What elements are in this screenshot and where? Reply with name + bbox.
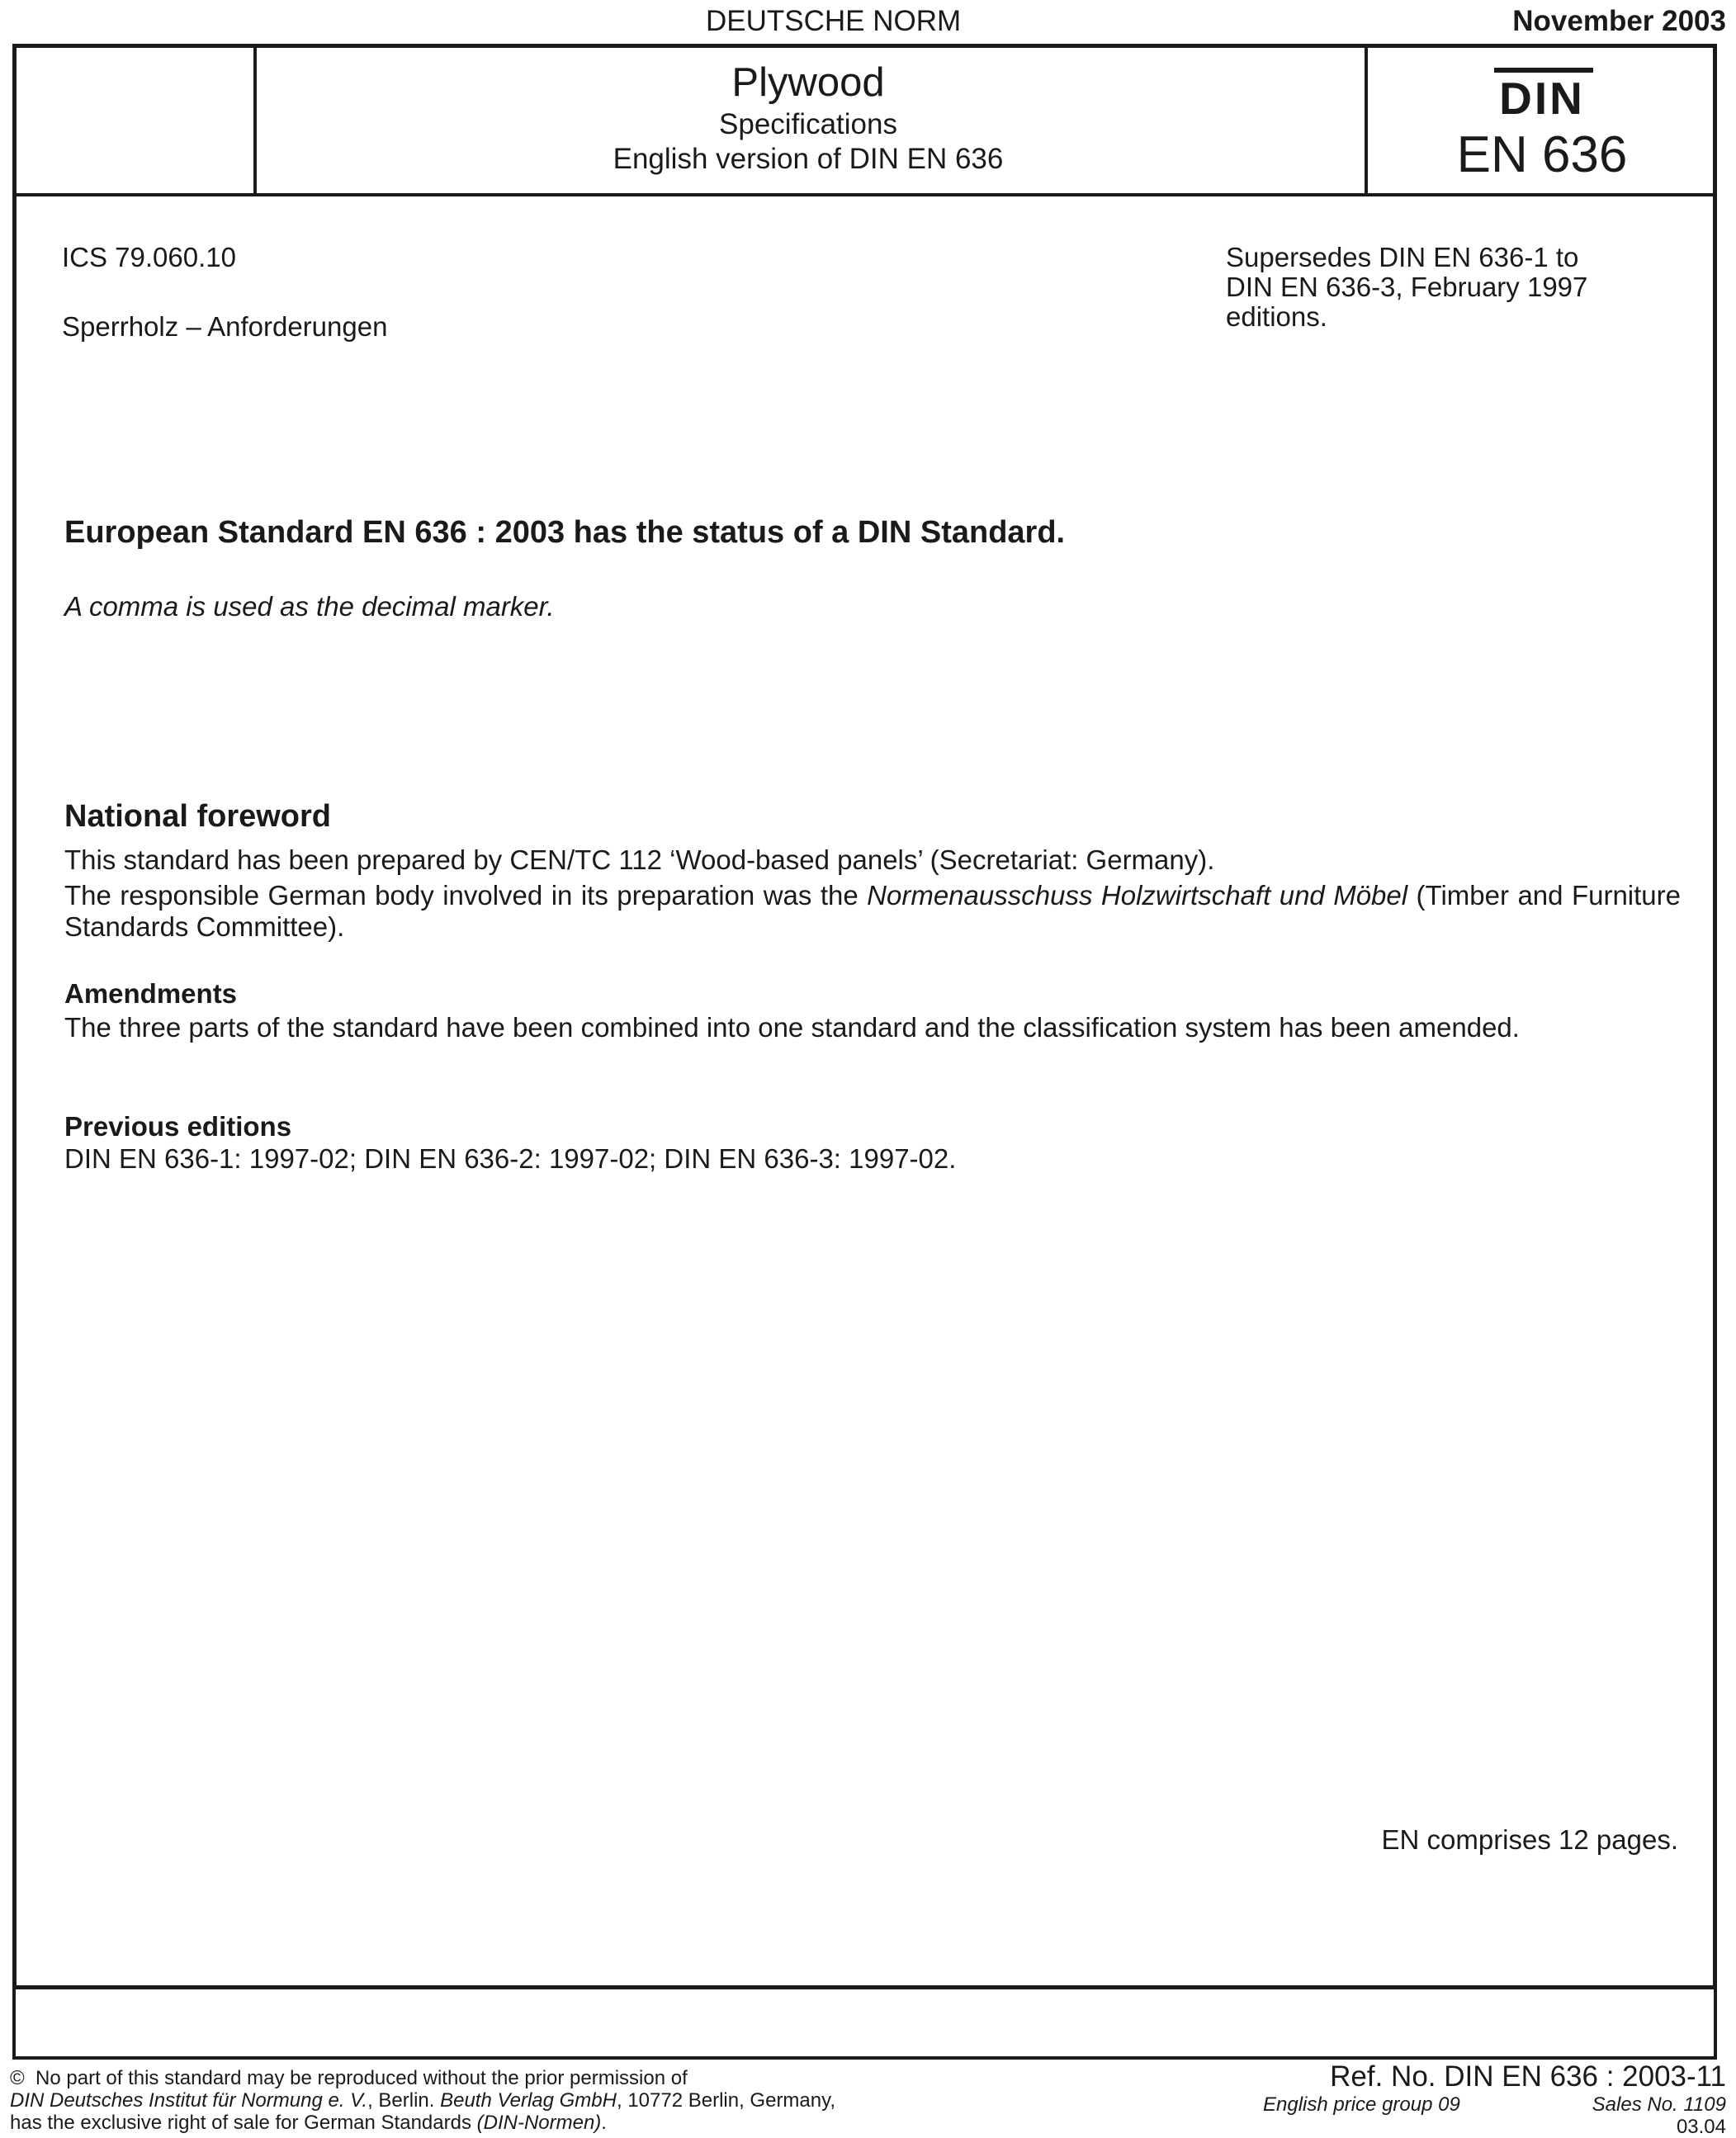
document-title: Plywood <box>731 60 885 105</box>
status-statement: European Standard EN 636 : 2003 has the status of a DIN Standard. <box>64 515 1066 550</box>
din-org-name: DIN Deutsches Institut für Normung e. V. <box>10 2089 368 2112</box>
copyright-line-2 <box>10 2089 835 2112</box>
publisher-address: , 10772 Berlin, Germany, <box>616 2089 836 2112</box>
amendments-heading: Amendments <box>64 978 238 1009</box>
copyright-text: No part of this standard may be reproduced without the prior permission of <box>35 2067 688 2089</box>
decimal-marker-note: A comma is used as the decimal marker. <box>64 591 555 622</box>
foreword-p2-tail: (Timber and Furniture Standards Committee). <box>64 880 1681 942</box>
copyright-icon: © <box>10 2067 25 2089</box>
standard-series-label: DEUTSCHE NORM <box>706 5 962 37</box>
sales-number: Sales No. 1109 <box>1592 2093 1726 2116</box>
supersedes-line-3: editions. <box>1226 301 1327 332</box>
page-count-note: EN comprises 12 pages. <box>1381 1824 1678 1855</box>
copyright-line-3-text: has the exclusive right of sale for German Standards <box>10 2112 477 2134</box>
title-block-bottom-rule <box>17 193 1713 196</box>
copyright-line-1 <box>10 2067 688 2089</box>
document-number: EN 636 <box>1456 126 1628 183</box>
committee-name: Normenausschuss Holzwirtschaft und Möbel <box>867 880 1408 911</box>
reference-number: Ref. No. DIN EN 636 : 2003-11 <box>1330 2060 1726 2093</box>
copyright-line-3 <box>10 2112 607 2134</box>
footer-box <box>12 1989 1717 2060</box>
print-date: 03.04 <box>1676 2116 1726 2138</box>
document-subtitle: Specifications <box>719 108 897 140</box>
foreword-heading: National foreword <box>64 799 332 834</box>
foreword-paragraph-1: This standard has been prepared by CEN/TC 112 ‘Wood-based panels’ (Secretariat: Germany). <box>64 844 1215 875</box>
amendments-text: The three parts of the standard have been combined into one standard and the classification system has been amended. <box>64 1012 1520 1043</box>
copyright-line-3-end: . <box>601 2112 607 2134</box>
price-group: English price group 09 <box>1263 2093 1460 2116</box>
supersedes-line-1: Supersedes DIN EN 636-1 to <box>1226 242 1579 272</box>
document-version: English version of DIN EN 636 <box>613 143 1004 175</box>
previous-editions-heading: Previous editions <box>64 1111 292 1142</box>
din-normen-label: (DIN-Normen) <box>476 2112 602 2134</box>
supersedes-line-2: DIN EN 636-3, February 1997 <box>1226 272 1588 302</box>
previous-editions-text: DIN EN 636-1: 1997-02; DIN EN 636-2: 1997-02; DIN EN 636-3: 1997-02. <box>64 1143 957 1174</box>
ics-code: ICS 79.060.10 <box>62 242 236 272</box>
foreword-p2-text: The responsible German body involved in its preparation was the <box>64 880 868 911</box>
din-logo: DIN <box>1499 73 1585 124</box>
german-title: Sperrholz – Anforderungen <box>62 311 388 342</box>
publisher-name: Beuth Verlag GmbH <box>440 2089 617 2112</box>
foreword-paragraph-2 <box>64 880 1681 943</box>
copyright-line-2-mid: , Berlin. <box>367 2089 441 2112</box>
publication-date: November 2003 <box>1512 5 1726 37</box>
